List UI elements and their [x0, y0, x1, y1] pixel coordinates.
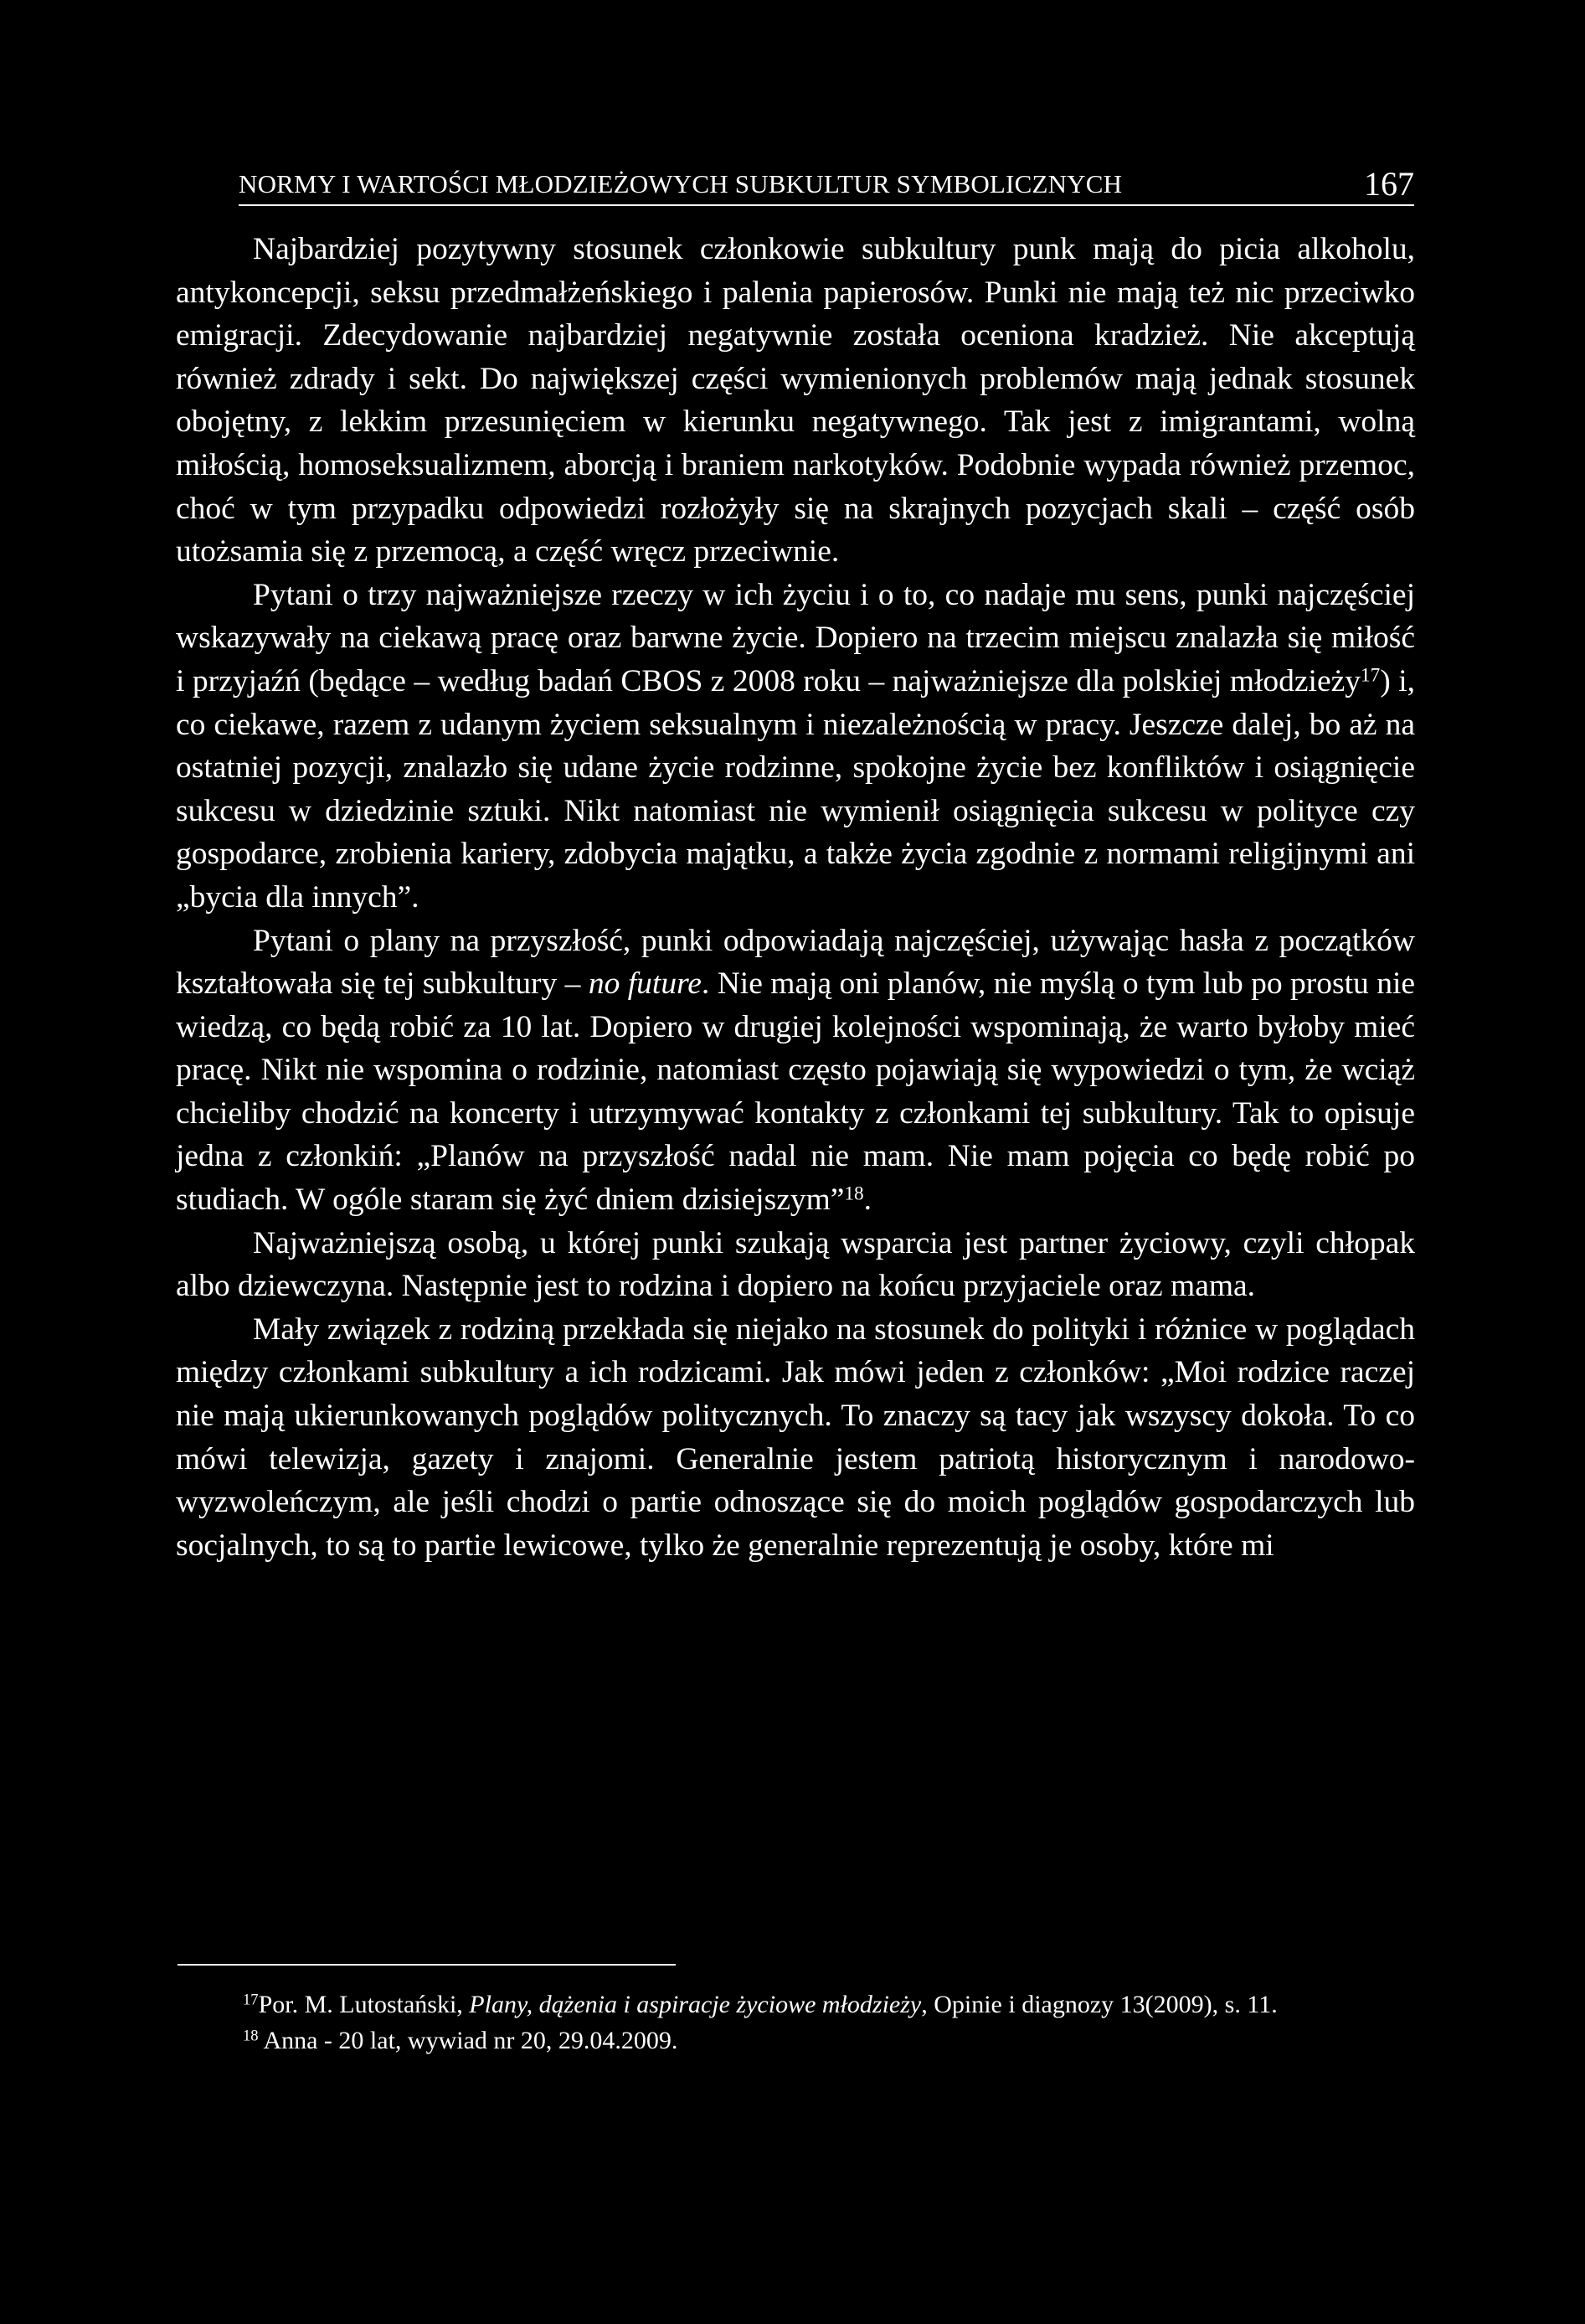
paragraph-3: [176, 920, 1415, 1222]
paragraph-4: Najważniejszą osobą, u której punki szukają wsparcia jest partner życiowy, czyli chłopak albo dziewczyna. Następnie jest to rodzina i dopiero na końcu przyjaciele oraz mama.: [176, 1225, 1415, 1304]
paragraph-2: [176, 574, 1415, 920]
paragraph-3-text-after: . Nie mają oni planów, nie myślą o tym lub po prostu nie wiedzą, co będą robić za 10 lat. Dopiero w drugiej kolejności wspominają, że warto byłoby mieć pracę. Nikt nie wspomina o rodzinie, natomiast często pojawiają się wypowiedzi o tym, że wciąż chcieliby chodzić na koncerty i utrzymywać kontakty z członkami tej subkultury. Tak to opisuje jedna z członkiń: „Planów na przyszłość nadal nie mam. Nie mam pojęcia co będę robić po studiach. W ogóle staram się żyć dniem dzisiejszym”: [176, 966, 1416, 1218]
running-header-title: NORMY I WARTOŚCI MŁODZIEŻOWYCH SUBKULTUR SYMBOLICZNYCH: [239, 169, 1123, 198]
paragraph-3-text-before: Pytani o plany na przyszłość, punki odpowiadają najczęściej, używając hasła z początków kształtowała się tej subkultury –: [176, 923, 1415, 1002]
footnotes: [176, 1986, 1415, 2059]
paragraph-3-text-end: .: [863, 1183, 872, 1218]
paragraph-3-italic-phrase: no future: [588, 966, 702, 1002]
footnote-18: [176, 2023, 1415, 2059]
footnote-17-author: Por. M. Lutostański,: [258, 1991, 470, 2018]
paragraph-2-text-before: Pytani o trzy najważniejsze rzeczy w ich życiu i o to, co nadaje mu sens, punki najczęściej wskazywały na ciekawą pracę oraz barwne życie. Dopiero na trzecim miejscu znalazła się miłość i przyjaźń (będące – według badań CBOS z 2008 roku – najważniejsze dla polskiej młodzieży: [176, 577, 1415, 698]
body-text: [176, 228, 1415, 1567]
footnote-17-rest: , Opinie i diagnozy 13(2009), s. 11.: [921, 1991, 1278, 2018]
footnote-18-text: Anna - 20 lat, wywiad nr 20, 29.04.2009.: [263, 2027, 678, 2054]
paragraph-2-text-after: ) i, co ciekawe, razem z udanym życiem seksualnym i niezależnością w pracy. Jeszcze dalej, bo aż na ostatniej pozycji, znalazło się udane życie rodzinne, spokojne życie bez konfliktów i osiągnięcie sukcesu w dziedzinie sztuki. Nikt natomiast nie wymienił osiągnięcia sukcesu w polityce czy gospodarce, zrobienia kariery, zdobycia majątku, a także życia zgodnie z normami religijnymi ani „bycia dla innych”.: [176, 663, 1415, 915]
footnote-ref-18[interactable]: 18: [844, 1183, 864, 1205]
page-number: 167: [1364, 165, 1414, 203]
footnote-ref-17[interactable]: 17: [1361, 664, 1381, 687]
footnote-17-number: 17: [243, 1991, 259, 2009]
footnote-18-number: 18: [243, 2027, 259, 2045]
footnote-17: [176, 1986, 1415, 2023]
paragraph-5: Mały związek z rodziną przekłada się niejako na stosunek do polityki i różnice w poglądach między członkami subkultury a ich rodzicami. Jak mówi jeden z członków: „Moi rodzice raczej nie mają ukierunkowanych poglądów politycznych. To znaczy są tacy jak wszyscy dokoła. To co mówi telewizja, gazety i znajomi. Generalnie jestem patriotą historycznym i narodowo-wyzwoleńczym, ale jeśli chodzi o partie odnoszące się do moich poglądów gospodarczych lub socjalnych, to są to partie lewicowe, tylko że generalnie reprezentują je osoby, które mi: [176, 1311, 1415, 1563]
running-header: [239, 157, 1414, 206]
footnote-17-title: Plany, dążenia i aspiracje życiowe młodzieży: [469, 1991, 922, 2018]
paragraph-1: Najbardziej pozytywny stosunek członkowie subkultury punk mają do picia alkoholu, antykoncepcji, seksu przedmałżeńskiego i palenia papierosów. Punki nie mają też nic przeciwko emigracji. Zdecydowanie najbardziej negatywnie została oceniona kradzież. Nie akceptują również zdrady i sekt. Do największej części wymienionych problemów mają jednak stosunek obojętny, z lekkim przesunięciem w kierunku negatywnego. Tak jest z imigrantami, wolną miłością, homoseksualizmem, aborcją i braniem narkotyków. Podobnie wypada również przemoc, choć w tym przypadku odpowiedzi rozłożyły się na skrajnych pozycjach skali – część osób utożsamia się z przemocą, a część wręcz przeciwnie.: [176, 232, 1415, 569]
footnote-separator: [178, 1964, 676, 1966]
